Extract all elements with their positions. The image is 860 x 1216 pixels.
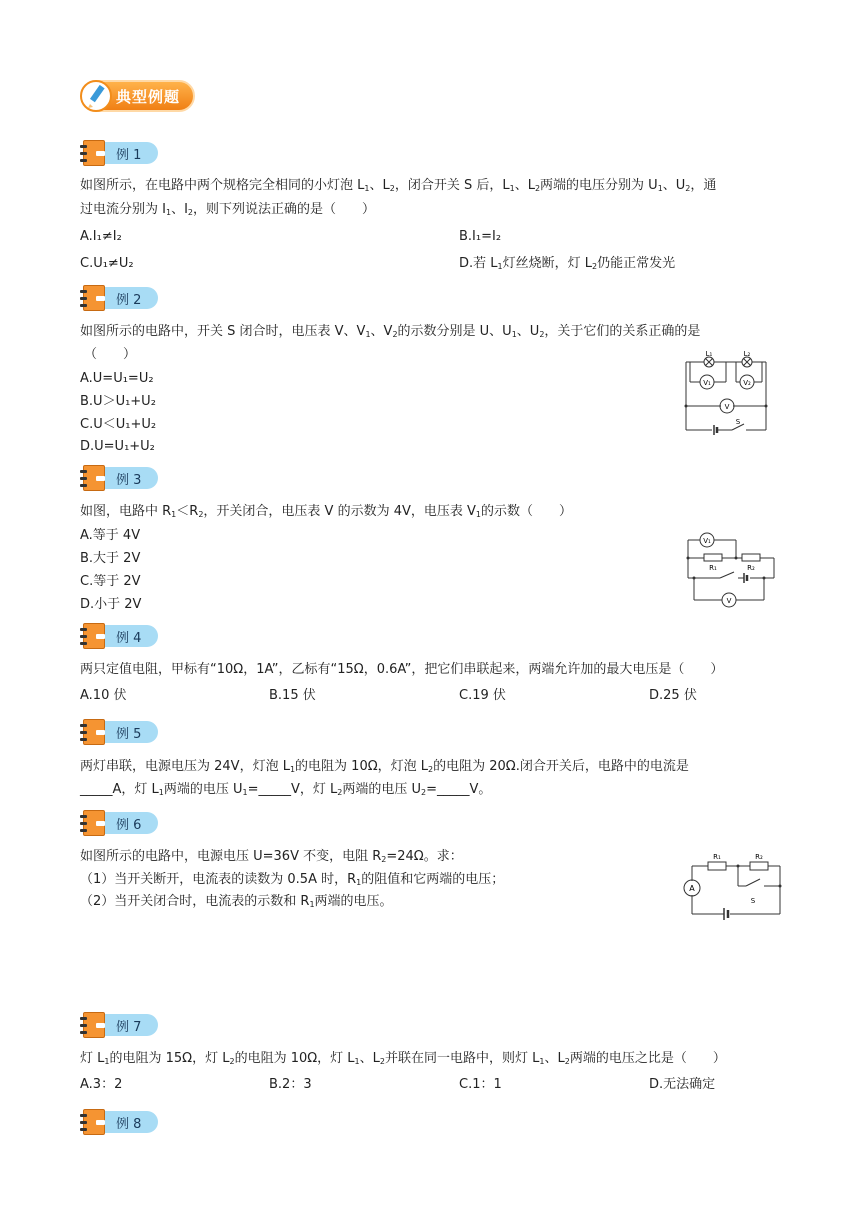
circuit-diagram-2 (676, 348, 776, 436)
question-1-stem-line2: 过电流分别为 $I_1$、$I_2$，则下列说法正确的是（ ） (80, 202, 376, 217)
example-label: 例 2 (116, 293, 142, 308)
option-a[interactable]: A.10 伏 (80, 688, 127, 703)
example-label: 例 3 (116, 473, 142, 488)
option-a[interactable]: A.U=U₁=U₂ (80, 371, 154, 386)
option-b[interactable]: B.U＞U₁+U₂ (80, 394, 156, 409)
question-6-stem: 如图所示的电路中，电源电压 U=36V 不变，电阻 $R_2=24\Omega$。求： (80, 849, 463, 864)
svg-text:R₁: R₁ (709, 564, 717, 572)
example-label: 例 7 (116, 1020, 142, 1035)
example-label: 例 1 (116, 148, 142, 163)
option-b[interactable]: B.I₁=I₂ (459, 229, 502, 244)
svg-text:V: V (726, 597, 732, 605)
svg-text:V₁: V₁ (703, 379, 711, 387)
example-label: 例 5 (116, 727, 142, 742)
option-c[interactable]: C.U₁≠U₂ (80, 256, 134, 271)
example-label: 例 8 (116, 1117, 142, 1132)
example-label: 例 4 (116, 631, 142, 646)
svg-text:S: S (735, 418, 741, 426)
option-c[interactable]: C.等于 2V (80, 574, 141, 589)
option-a[interactable]: A.I₁≠I₂ (80, 229, 122, 244)
option-d[interactable]: D.若 $L_1$灯丝烧断，灯 $L_2$仍能正常发光 (459, 256, 676, 271)
example-tag-2 (80, 285, 158, 311)
resistor-icon (742, 554, 760, 561)
option-d[interactable]: D.U=U₁+U₂ (80, 439, 155, 454)
svg-text:S: S (750, 897, 756, 905)
option-b[interactable]: B.15 伏 (269, 688, 316, 703)
question-6-part-1: （1）当开关断开，电流表的读数为 0.5A 时，$R_1$的阻值和它两端的电压； (80, 872, 505, 887)
example-tag-1 (80, 140, 158, 166)
question-6-part-2: （2）当开关闭合时，电流表的示数和 $R_1$两端的电压。 (80, 894, 393, 909)
question-3-stem: 如图，电路中 $R_1<R_2$，开关闭合，电压表 V 的示数为 4V，电压表 $V_1$的示数（ ） (80, 504, 572, 519)
option-c[interactable]: C.1：1 (459, 1077, 502, 1092)
question-5-stem-line2: _____A，灯 $L_1$两端的电压 $U_1=\_\_\_\_\_V$，灯 $L_2$两端的电压 $U_2=\_\_\_\_\_V$。 (80, 782, 492, 797)
svg-text:R₁: R₁ (713, 853, 721, 861)
option-b[interactable]: B.大于 2V (80, 551, 141, 566)
svg-text:L₁: L₁ (705, 350, 713, 358)
svg-text:R₂: R₂ (755, 853, 763, 861)
option-d[interactable]: D.25 伏 (649, 688, 697, 703)
example-label: 例 6 (116, 818, 142, 833)
resistor-icon (704, 554, 722, 561)
example-tag-3 (80, 465, 158, 491)
question-2-stem: 如图所示的电路中，开关 S 闭合时，电压表 V、$V_1$、$V_2$的示数分别是 U、$U_1$、$U_2$，关于它们的关系正确的是 (80, 324, 701, 339)
question-4-stem: 两只定值电阻，甲标有“10Ω，1A”，乙标有“15Ω，0.6A”，把它们串联起来，两端允许加的最大电压是（ ） (80, 662, 724, 677)
svg-text:V: V (724, 403, 730, 411)
answer-blank: （ ） (84, 347, 137, 362)
option-c[interactable]: C.U＜U₁+U₂ (80, 417, 157, 432)
example-tag-5 (80, 719, 158, 745)
option-d[interactable]: D.小于 2V (80, 597, 142, 612)
question-7-stem: 灯 $L_1$的电阻为 15Ω，灯 $L_2$的电阻为 10Ω，灯 $L_1$、$L_2$并联在同一电路中，则灯 $L_1$、$L_2$两端的电压之比是（ ） (80, 1051, 726, 1066)
question-5-stem-line1: 两灯串联，电源电压为 24V，灯泡 $L_1$的电阻为 10Ω，灯泡 $L_2$的电阻为 20Ω.闭合开关后，电路中的电流是 (80, 759, 689, 774)
circuit-diagram-3 (680, 526, 780, 610)
option-d[interactable]: D.无法确定 (649, 1077, 716, 1092)
svg-text:V₁: V₁ (703, 537, 711, 545)
option-b[interactable]: B.2：3 (269, 1077, 312, 1092)
question-1-stem-line1: 如图所示，在电路中两个规格完全相同的小灯泡 $L_1$、$L_2$，闭合开关 S 后，$L_1$、$L_2$两端的电压分别为 $U_1$、$U_2$，通 (80, 178, 717, 193)
example-tag-6 (80, 810, 158, 836)
svg-text:R₂: R₂ (747, 564, 755, 572)
svg-text:A: A (689, 884, 695, 893)
svg-text:L₂: L₂ (743, 350, 751, 358)
example-tag-4 (80, 623, 158, 649)
svg-text:V₂: V₂ (743, 379, 751, 387)
option-c[interactable]: C.19 伏 (459, 688, 506, 703)
example-tag-7 (80, 1012, 158, 1038)
example-tag-8 (80, 1109, 158, 1135)
section-title: 典型例题 (116, 88, 181, 106)
section-banner (80, 80, 195, 112)
pencil-icon (80, 80, 112, 112)
option-a[interactable]: A.等于 4V (80, 528, 141, 543)
resistor-icon (750, 862, 768, 870)
circuit-diagram-6 (680, 848, 784, 924)
option-a[interactable]: A.3：2 (80, 1077, 123, 1092)
resistor-icon (708, 862, 726, 870)
